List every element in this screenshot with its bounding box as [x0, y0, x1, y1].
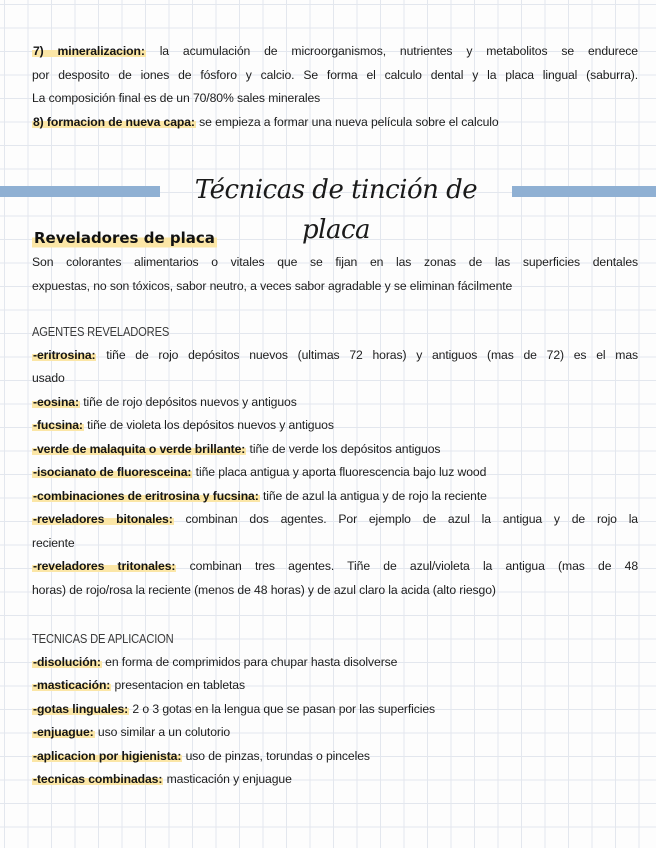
agent-7-line-2: reciente	[32, 535, 75, 550]
agent-7-line-1: -reveladores bitonales: combinan dos agentes. Por ejemplo de azul la antigua y de rojo la	[33, 512, 638, 526]
step-8-term: 8) formacion de nueva capa:	[33, 114, 195, 129]
technique-6: -tecnicas combinadas: masticación y enjuague	[33, 772, 292, 786]
technique-1: -disolución: en forma de comprimidos para chupar hasta disolverse	[33, 654, 398, 669]
section-subtitle: Reveladores de placa	[32, 226, 217, 250]
intro-line-2: expuestas, no son tóxicos, sabor neutro, a veces sabor agradable y se eliminan fácilmente	[32, 278, 513, 293]
agent-8-line-2: horas) de rojo/rosa la reciente (menos de 48 horas) y de azul claro la acida (alto riesgo)	[32, 582, 496, 597]
intro-line-1: Son colorantes alimentarios o vitales que se fijan en las zonas de las superficies dentales	[32, 255, 638, 269]
technique-term: -enjuague:	[33, 725, 94, 739]
techniques-label: TECNICAS DE APLICACION	[32, 631, 174, 646]
technique-5: -aplicacion por higienista: uso de pinzas, torundas o pinceles	[33, 748, 370, 763]
techniques-block	[32, 627, 638, 792]
agent-term: -reveladores bitonales:	[33, 512, 173, 526]
step-7-line-3: La composición final es de un 70/80% sales minerales	[32, 91, 321, 105]
agent-1-line-1: -eritrosina: tiñe de rojo depósitos nuevos (ultimas 72 horas) y antiguos (mas de 72) es el mas	[33, 347, 638, 362]
agent-term: -eritrosina:	[33, 347, 96, 362]
intro-block	[32, 251, 638, 298]
agent-term: -reveladores tritonales:	[33, 559, 176, 573]
step-7-line-2: por desposito de iones de fósforo y calcio. Se forma el calculo dental y la placa lingual (saburra).	[32, 67, 638, 82]
technique-term: -tecnicas combinadas:	[33, 772, 163, 786]
agent-term: -fucsina:	[33, 418, 83, 432]
agents-label: AGENTES REVELADORES	[32, 324, 170, 339]
agent-term: -isocianato de fluoresceina:	[33, 465, 192, 479]
title-bar-right	[512, 186, 656, 197]
agent-term: -verde de malaquita o verde brillante:	[33, 441, 246, 456]
step-7-line-1: 7) mineralizacion: la acumulación de microorganismos, nutrientes y metabolitos se endurece	[33, 44, 638, 58]
agent-1-line-2: usado	[32, 371, 65, 385]
title-bar-left	[0, 186, 160, 197]
technique-3: -gotas linguales: 2 o 3 gotas en la lengua que se pasan por las superficies	[33, 701, 436, 716]
agents-block	[32, 320, 638, 602]
technique-term: -disolución:	[33, 654, 101, 669]
agent-4: -verde de malaquita o verde brillante: tiñe de verde los depósitos antiguos	[33, 441, 441, 456]
technique-term: -masticación:	[33, 678, 111, 692]
agent-3: -fucsina: tiñe de violeta los depósitos nuevos y antiguos	[33, 418, 334, 432]
technique-term: -gotas linguales:	[33, 701, 129, 716]
technique-4: -enjuague: uso similar a un colutorio	[33, 725, 231, 739]
step-7-term: 7) mineralizacion:	[33, 44, 145, 58]
agent-term: -eosina:	[33, 394, 79, 409]
steps-block	[32, 40, 638, 134]
agent-term: -combinaciones de eritrosina y fucsina:	[33, 488, 259, 503]
agent-6: -combinaciones de eritrosina y fucsina: tiñe de azul la antigua y de rojo la reciente	[33, 488, 487, 503]
agent-5: -isocianato de fluoresceina: tiñe placa antigua y aporta fluorescencia bajo luz wood	[33, 465, 487, 479]
step-8-line-1: 8) formacion de nueva capa: se empieza a formar una nueva película sobre el calculo	[33, 114, 499, 129]
agent-8-line-1: -reveladores tritonales: combinan tres agentes. Tiñe de azul/violeta la antigua (mas de 48	[33, 559, 638, 573]
page-title: Técnicas de tinción de placa	[194, 175, 478, 245]
agent-2: -eosina: tiñe de rojo depósitos nuevos y antiguos	[33, 394, 297, 409]
technique-2: -masticación: presentacion en tabletas	[33, 678, 245, 692]
technique-term: -aplicacion por higienista:	[33, 748, 182, 763]
